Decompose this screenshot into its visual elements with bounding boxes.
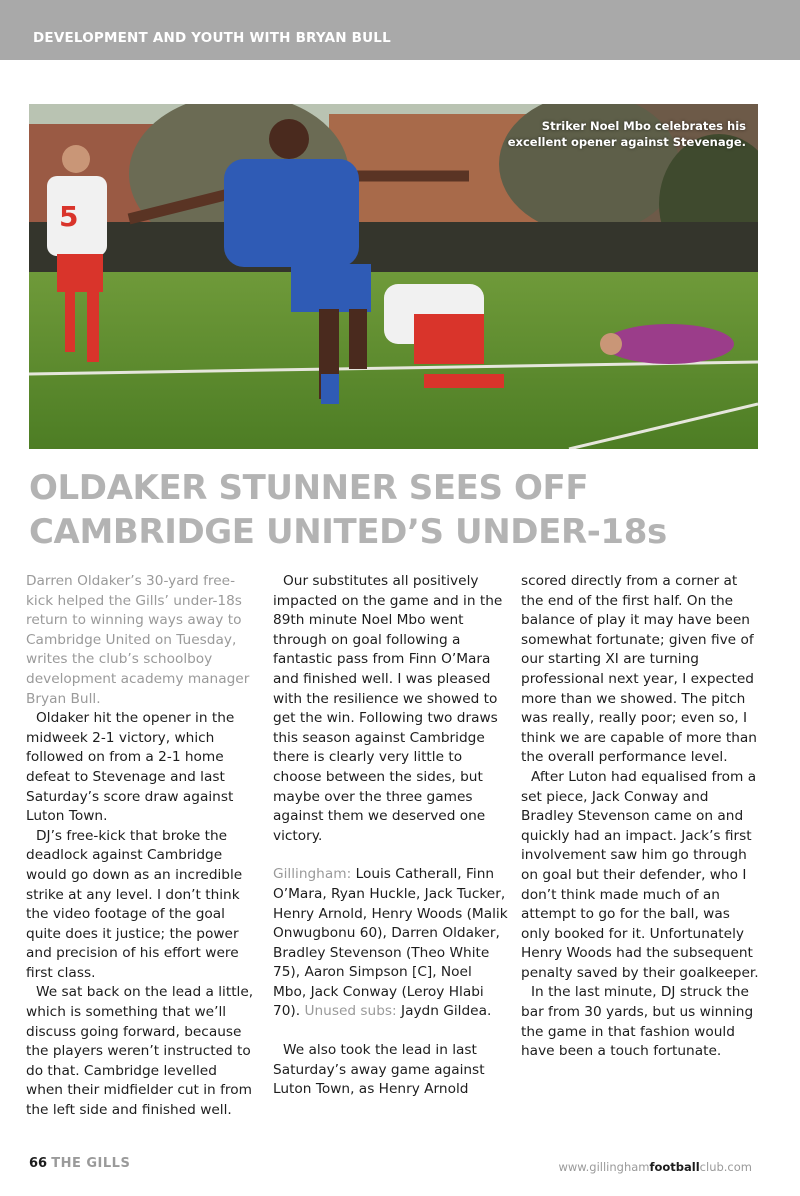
publication-name: THE GILLS	[51, 1156, 131, 1171]
column-3	[521, 572, 761, 1062]
column-1	[26, 572, 258, 1121]
article-intro: Darren Oldaker’s 30-yard free-kick helped the Gills’ under-18s return to winning ways away to Cambridge United on Tuesday, writes the club’s schoolboy development academy manager Bryan Bull.	[26, 573, 250, 707]
page-footer-left	[29, 1156, 130, 1171]
website-url	[558, 1160, 752, 1174]
paragraph-4: Our substitutes all positively impacted on the game and in the 89th minute Noel Mbo went through on goal following a fantastic pass from Finn O’Mara and finished well. I was pleased with the resilience we showed to get the win. Following two draws this season against Cambridge there is clearly very little to choose between the sides, but maybe over the three games against them we deserved one victory.	[273, 573, 503, 844]
section-banner	[0, 0, 800, 60]
paragraph-2: DJ’s free-kick that broke the deadlock against Cambridge would go down as an incredible strike at any level. I don’t think the video footage of the goal quite does it justice; the power and precision of his effort were first class.	[26, 827, 243, 981]
match-photo	[29, 104, 758, 449]
paragraph-1: Oldaker hit the opener in the midweek 2-1 victory, which followed on from a 2-1 home defeat to Stevenage and last Saturday’s score draw against Luton Town.	[26, 710, 235, 825]
url-bold: football	[649, 1160, 700, 1174]
url-suffix: club.com	[699, 1160, 752, 1174]
lineup-players: Louis Catherall, Finn O’Mara, Ryan Huckle, Jack Tucker, Henry Arnold, Henry Woods (Malik Onwugbonu 60), Darren Oldaker, Bradley Stevenson (Theo White 75), Aaron Simpson [C], Noel Mbo, Jack Conway (Leroy Hlabi 70).	[273, 866, 508, 1020]
paragraph-7: After Luton had equalised from a set piece, Jack Conway and Bradley Stevenson came on and quickly had an impact. Jack’s first involvement saw him go through on goal but their defender, who I don’t think made much of an attempt to go for the ball, was only booked for it. Unfortunately Henry Woods had the subsequent penalty saved by their goalkeeper.	[521, 768, 759, 981]
headline-line-2: CAMBRIDGE UNITED’S UNDER-18s	[29, 512, 667, 552]
section-title: DEVELOPMENT AND YOUTH WITH BRYAN BULL	[33, 30, 391, 46]
paragraph-3: We sat back on the lead a little, which is something that we’ll discuss going forward, because the players weren’t instructed to do that. Cambridge levelled when their midfielder cut in from the left side and finished well.	[26, 984, 254, 1119]
photo-caption: Striker Noel Mbo celebrates his excellent opener against Stevenage.	[507, 119, 746, 149]
lineup-label: Gillingham:	[273, 866, 352, 883]
column-2	[273, 572, 508, 1100]
lineup	[273, 865, 508, 1022]
paragraph-8: In the last minute, DJ struck the bar from 30 yards, but us winning the game in that fashion would have been a touch fortunate.	[521, 984, 754, 1060]
svg-text:5: 5	[59, 200, 79, 233]
article-headline	[29, 466, 769, 554]
headline-line-1: OLDAKER STUNNER SEES OFF	[29, 468, 589, 508]
page-number: 66	[29, 1156, 48, 1171]
subs-label: Unused subs:	[304, 1003, 397, 1020]
match-photo-illustration	[29, 104, 758, 449]
paragraph-5: We also took the lead in last Saturday’s away game against Luton Town, as Henry Arnold	[273, 1042, 485, 1098]
url-prefix: www.gillingham	[558, 1160, 650, 1174]
paragraph-6: scored directly from a corner at the end of the first half. On the balance of play it may have been somewhat fortunate; given five of our starting XI are turning professional next year, I expected more than we showed. The pitch was really, really poor; even so, I think we are capable of more than the overall performance level.	[521, 573, 757, 766]
subs-players: Jaydn Gildea.	[401, 1003, 492, 1020]
